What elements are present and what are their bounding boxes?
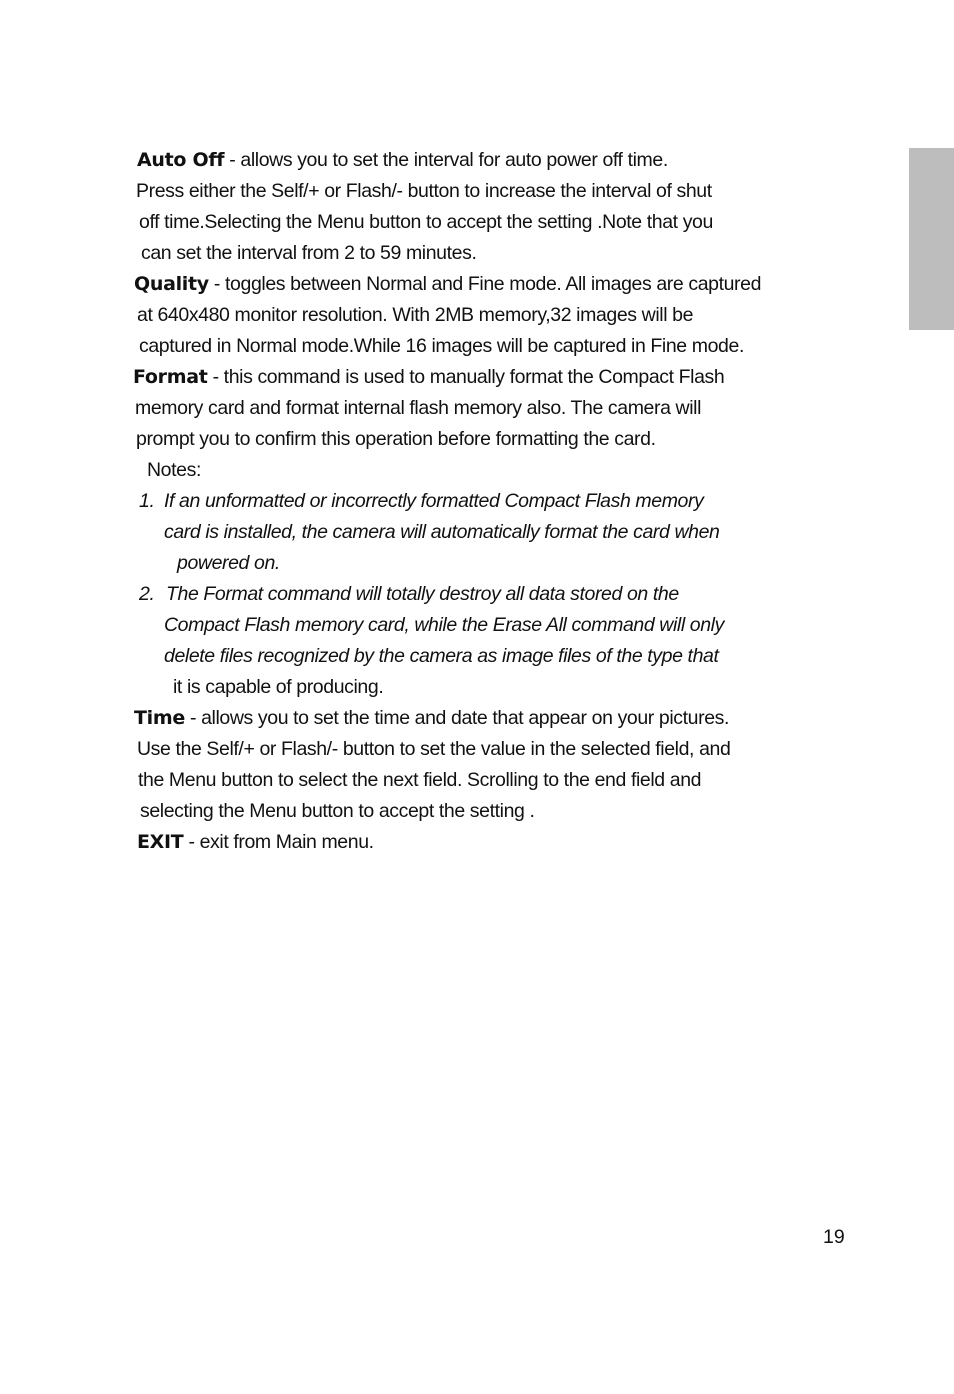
note-1-line-3: powered on.	[177, 552, 280, 574]
time-line-4: selecting the Menu button to accept the setting .	[140, 800, 535, 822]
auto-off-term: Auto Off	[137, 149, 225, 171]
note-2-line-4: it is capable of producing.	[173, 676, 384, 698]
auto-off-line-3: off time.Selecting the Menu button to accept the setting .Note that you	[139, 211, 713, 233]
time-term: Time	[134, 707, 185, 729]
notes-heading: Notes:	[147, 459, 201, 481]
note-2-line-3: delete files recognized by the camera as image files of the type that	[164, 645, 719, 667]
note-2-text: The Format command will totally destroy all data stored on the	[166, 583, 679, 605]
note-1-line-2: card is installed, the camera will automatically format the card when	[164, 521, 720, 543]
quality-line-2: at 640x480 monitor resolution. With 2MB memory,32 images will be	[137, 304, 694, 326]
format-line-3: prompt you to confirm this operation before formatting the card.	[136, 428, 656, 450]
quality-text: - toggles between Normal and Fine mode. All images are captured	[208, 273, 762, 295]
exit-text: - exit from Main menu.	[183, 831, 374, 853]
time-line-3: the Menu button to select the next field. Scrolling to the end field and	[138, 769, 702, 791]
exit-term: EXIT	[137, 831, 184, 853]
format-term: Format	[133, 366, 208, 388]
section-tab-marker	[909, 148, 954, 330]
note-2-number: 2.	[139, 583, 155, 605]
time-line-1	[134, 706, 729, 730]
format-text: - this command is used to manually format the Compact Flash	[207, 366, 725, 388]
note-1-line-1	[139, 489, 703, 513]
time-line-2: Use the Self/+ or Flash/- button to set the value in the selected field, and	[137, 738, 731, 760]
auto-off-line-4: can set the interval from 2 to 59 minutes.	[141, 242, 477, 264]
quality-line-1	[134, 272, 761, 296]
note-2-line-1	[139, 582, 679, 606]
page-number: 19	[823, 1226, 845, 1248]
auto-off-line-2: Press either the Self/+ or Flash/- button to increase the interval of shut	[136, 180, 712, 202]
time-text: - allows you to set the time and date that appear on your pictures.	[184, 707, 730, 729]
quality-term: Quality	[134, 273, 209, 295]
note-2-line-2: Compact Flash memory card, while the Erase All command will only	[164, 614, 724, 636]
auto-off-line-1	[137, 148, 668, 172]
format-line-1	[133, 365, 724, 389]
format-line-2: memory card and format internal flash memory also. The camera will	[135, 397, 702, 419]
note-1-number: 1.	[139, 490, 155, 512]
exit-line	[137, 830, 374, 854]
note-1-text: If an unformatted or incorrectly formatted Compact Flash memory	[164, 490, 704, 512]
auto-off-text: - allows you to set the interval for auto power off time.	[224, 149, 668, 171]
quality-line-3: captured in Normal mode.While 16 images will be captured in Fine mode.	[139, 335, 744, 357]
